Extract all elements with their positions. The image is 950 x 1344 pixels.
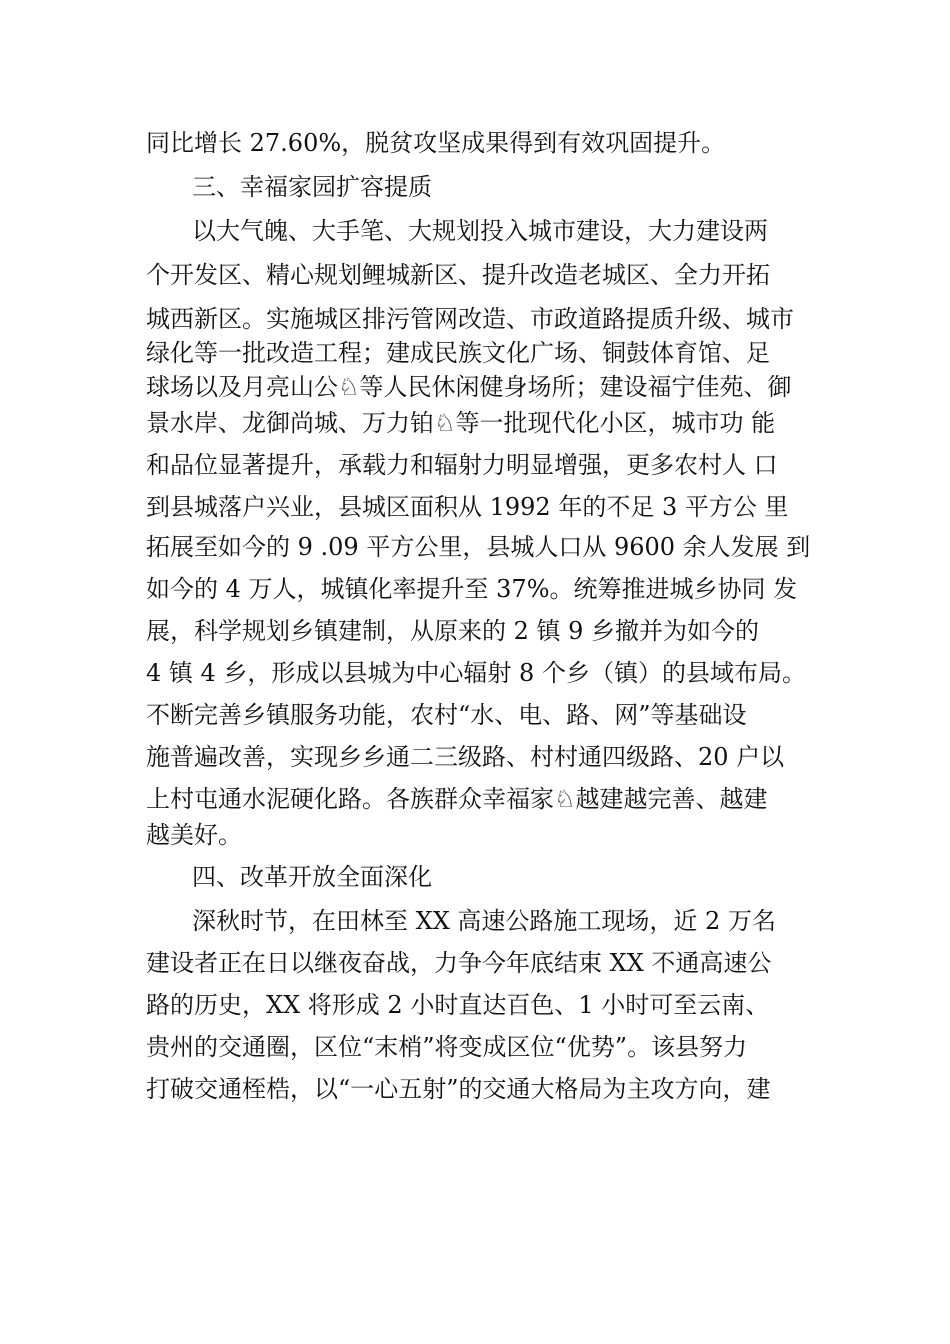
text-line: 展，科学规划乡镇建制，从原来的 2 镇 9 乡撤并为如今的	[146, 617, 760, 645]
section-heading: 四、改革开放全面深化	[192, 863, 432, 891]
text-line: 路的历史，XX 将形成 2 小时直达百色、1 小时可至云南、	[146, 991, 770, 1019]
text-line: 上村屯通水泥硬化路。各族群众幸福家♘越建越完善、越建	[146, 785, 768, 813]
text-line: 打破交通桎梏，以“一心五射”的交通大格局为主攻方向，建	[146, 1075, 771, 1103]
text-line: 深秋时节，在田林至 XX 高速公路施工现场，近 2 万名	[192, 907, 776, 935]
text-line: 个开发区、精心规划鲤城新区、提升改造老城区、全力开拓	[146, 261, 770, 289]
text-line: 如今的 4 万人，城镇化率提升至 37%。统筹推进城乡协同 发	[146, 575, 798, 603]
text-line: 同比增长 27.60%，脱贫攻坚成果得到有效巩固提升。	[146, 129, 726, 157]
text-line: 球场以及月亮山公♘等人民休闲健身场所；建设福宁佳苑、御	[146, 373, 792, 401]
text-line: 以大气魄、大手笔、大规划投入城市建设，大力建设两	[192, 217, 768, 245]
text-line: 拓展至如今的 9 .09 平方公里，县城人口从 9600 余人发展 到	[146, 533, 811, 561]
text-line: 建设者正在日以继夜奋战，力争今年底结束 XX 不通高速公	[146, 949, 772, 977]
text-line: 绿化等一批改造工程；建成民族文化广场、铜鼓体育馆、足	[146, 339, 770, 367]
text-line: 4 镇 4 乡，形成以县城为中心辐射 8 个乡（镇）的县域布局。	[146, 659, 806, 687]
text-line: 越美好。	[146, 821, 242, 849]
text-line: 和品位显著提升，承载力和辐射力明显增强，更多农村人 口	[146, 451, 778, 479]
text-line: 景水岸、龙御尚城、万力铂♘等一批现代化小区，城市功 能	[146, 409, 776, 437]
section-heading: 三、幸福家园扩容提质	[192, 173, 432, 201]
text-line: 不断完善乡镇服务功能，农村“水、电、路、网”等基础设	[146, 701, 747, 729]
text-line: 到县城落户兴业，县城区面积从 1992 年的不足 3 平方公 里	[146, 493, 789, 521]
text-line: 施普遍改善，实现乡乡通二三级路、村村通四级路、20 户以	[146, 743, 785, 771]
text-line: 贵州的交通圈，区位“末梢”将变成区位“优势”。该县努力	[146, 1033, 748, 1061]
text-line: 城西新区。实施城区排污管网改造、市政道路提质升级、城市	[146, 305, 794, 333]
